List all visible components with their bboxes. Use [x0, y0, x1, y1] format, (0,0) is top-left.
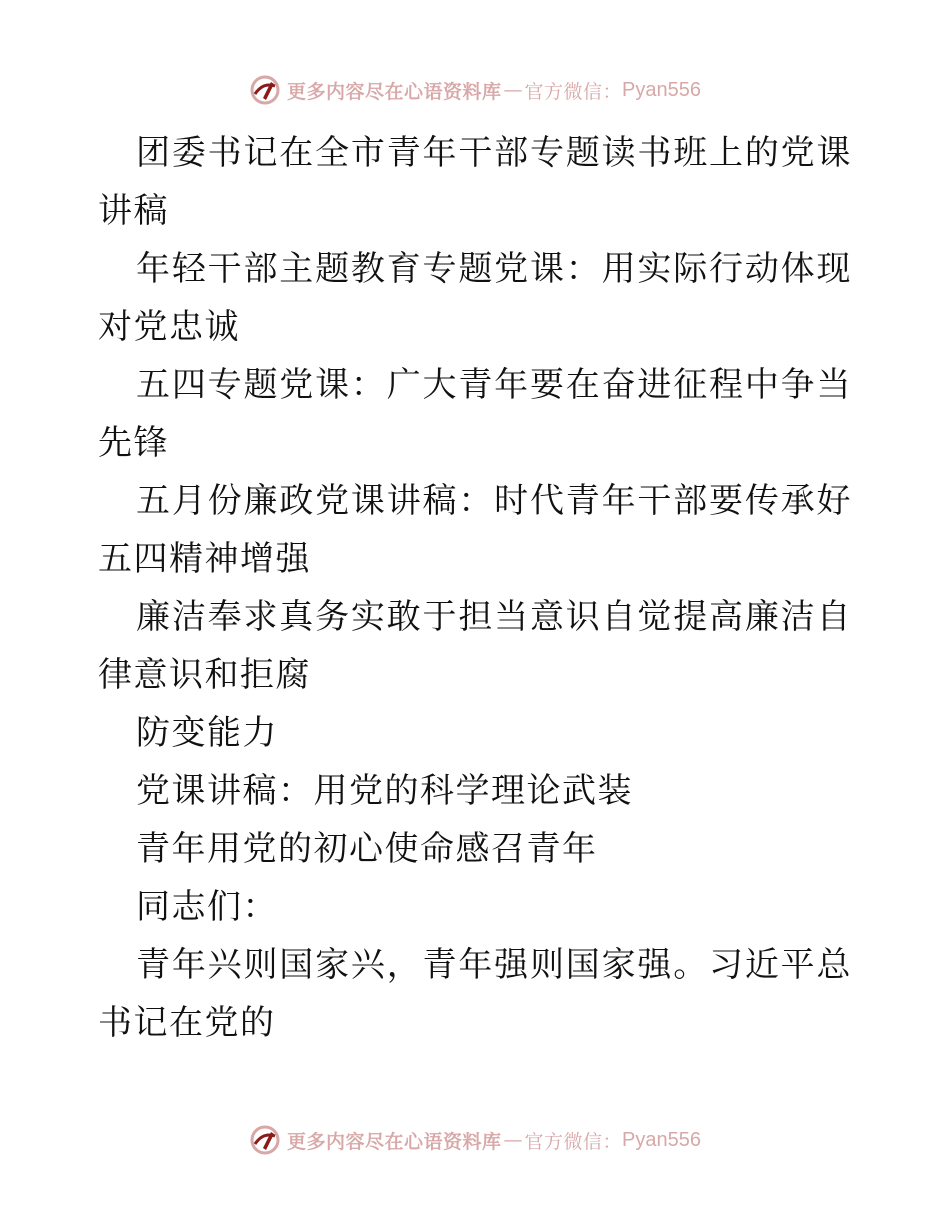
wechat-label: 官方微信：: [524, 80, 623, 103]
paragraph-7: 党课讲稿：用党的科学理论武装: [136, 771, 633, 811]
watermark-dash: —: [503, 1129, 523, 1151]
paragraph-8: 青年用党的初心使命感召青年: [136, 829, 598, 869]
paragraph-5: 廉洁奉求真务实敢于担当意识自觉提高廉洁自律意识和拒腐: [98, 597, 852, 695]
swirl-pen-logo-icon: [249, 1124, 281, 1156]
wechat-id: Pyan556: [622, 78, 701, 101]
wechat-label: 官方微信：: [524, 1130, 623, 1153]
watermark-dash: —: [503, 79, 523, 101]
watermark-text: 更多内容尽在心语资料库: [287, 1130, 502, 1153]
document-body: [98, 124, 852, 1052]
wechat-id: Pyan556: [622, 1128, 701, 1151]
header-watermark: [0, 70, 950, 110]
paragraph-2: 年轻干部主题教育专题党课：用实际行动体现对党忠诚: [98, 249, 852, 347]
paragraph-6: 防变能力: [136, 713, 278, 753]
paragraph-1: 团委书记在全市青年干部专题读书班上的党课讲稿: [98, 133, 852, 231]
paragraph-9: 同志们：: [136, 887, 278, 927]
paragraph-10: 青年兴则国家兴，青年强则国家强。习近平总书记在党的: [98, 945, 852, 1043]
paragraph-3: 五四专题党课：广大青年要在奋进征程中争当先锋: [98, 365, 852, 463]
paragraph-4: 五月份廉政党课讲稿：时代青年干部要传承好五四精神增强: [98, 481, 852, 579]
watermark-text: 更多内容尽在心语资料库: [287, 80, 502, 103]
footer-watermark: [0, 1120, 950, 1160]
swirl-pen-logo-icon: [249, 74, 281, 106]
